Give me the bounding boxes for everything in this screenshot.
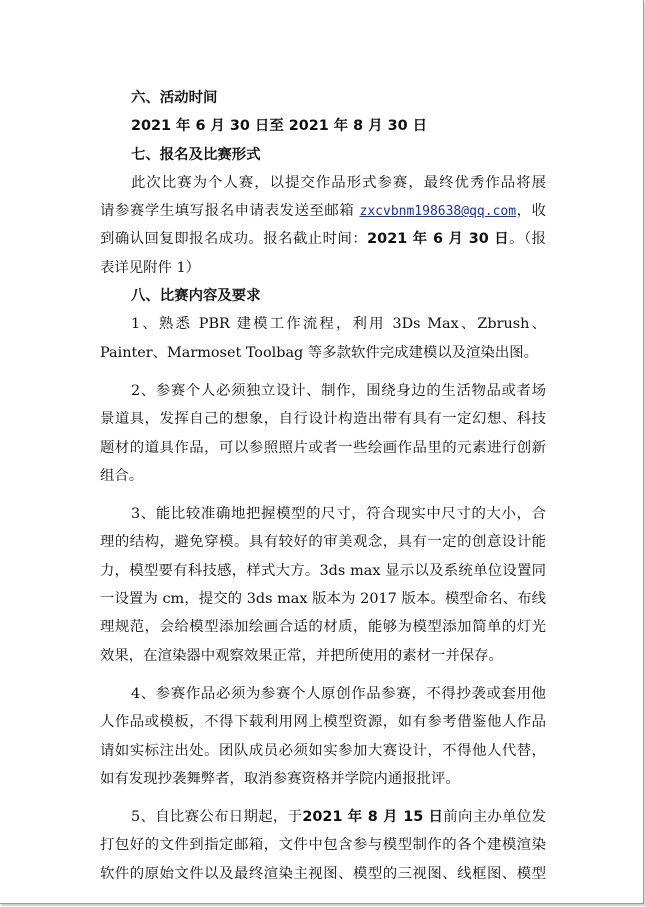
req2-line-1: 2、参赛个人必须独立设计、制作，围绕身边的生活物品或者场: [131, 382, 546, 399]
req2-line-2: 景道具，发挥自己的想象，自行设计构造出带有具有一定幻想、科技: [100, 411, 546, 428]
req2-line-4: 组合。: [100, 467, 144, 484]
req5-line-1: [100, 803, 546, 831]
registration-line-3-text: 到确认回复即报名成功。报名截止时间：: [100, 231, 368, 248]
req5-line-3: 软件的原始文件以及最终渲染主视图、模型的三视图、线框图、模型: [100, 865, 546, 882]
req3-line-6: 效果，在渲染器中观察效果正常，并把所使用的素材一并保存。: [100, 647, 503, 664]
section-heading-registration: 七、报名及比赛形式: [131, 146, 261, 163]
registration-line-2-tail: ，收: [516, 203, 546, 220]
req4-line-2: 人作品或模板，不得下载利用网上模型资源，如有参考借鉴他人作品: [100, 714, 546, 731]
registration-line-3: [100, 225, 546, 253]
req3-line-2: 理的结构，避免穿模。具有较好的审美观念，具有一定的创意设计能: [100, 534, 546, 551]
req5-line-1-tail: 前向主办单位发: [443, 809, 546, 826]
req4-line-4: 如有发现抄袭舞弊者，取消参赛资格并学院内通报批评。: [100, 770, 460, 787]
req3-line-4: 一设置为 cm，提交的 3ds max 版本为 2017 版本。模型命名、布线: [100, 591, 546, 608]
event-dates: 2021 年 6 月 30 日至 2021 年 8 月 30 日: [131, 118, 428, 135]
registration-deadline: 2021 年 6 月 30 日: [367, 231, 510, 248]
req3-line-3: 力，模型要有科技感，样式大方。3ds max 显示以及系统单位设置同: [100, 562, 546, 579]
registration-line-1: 此次比赛为个人赛，以提交作品形式参赛，最终优秀作品将展: [131, 174, 546, 191]
email-link[interactable]: zxcvbnm198638@qq.com: [359, 204, 517, 220]
req3-line-1: 3、能比较准确地把握模型的尺寸，符合现实中尺寸的大小，合: [131, 506, 546, 523]
req4-line-1: 4、参赛作品必须为参赛个人原创作品参赛，不得抄袭或套用他: [131, 685, 546, 702]
section-heading-schedule: 六、活动时间: [131, 90, 218, 106]
req4-line-3: 请如实标注出处。团队成员必须如实参加大赛设计，不得他人代替，: [100, 742, 546, 759]
req5-line-2: 打包好的文件到指定邮箱，文件中包含参与模型制作的各个建模渲染: [100, 837, 546, 854]
registration-line-3-tail: 。（报: [509, 231, 546, 248]
page-body: [100, 84, 546, 888]
req1-line-2: Painter、Marmoset Toolbag 等多款软件完成建模以及渲染出图。: [100, 344, 539, 361]
registration-line-2: [100, 197, 546, 225]
req1-line-1: 1、熟悉 PBR 建模工作流程，利用 3Ds Max、Zbrush、: [131, 316, 546, 333]
section-heading-requirements: 八、比赛内容及要求: [131, 288, 261, 305]
req2-line-3: 题材的道具作品，可以参照照片或者一些绘画作品里的元素进行创新: [100, 439, 546, 456]
req3-line-5: 理规范，会给模型添加绘画合适的材质，能够为模型添加简单的灯光: [100, 619, 546, 636]
registration-line-2-text: 请参赛学生填写报名申请表发送至邮箱: [100, 203, 355, 220]
submission-date: 2021 年 8 月 15 日: [302, 809, 444, 826]
registration-line-4: 表详见附件 1）: [100, 259, 201, 276]
req5-line-1-text: 5、自比赛公布日期起，于: [131, 809, 303, 826]
